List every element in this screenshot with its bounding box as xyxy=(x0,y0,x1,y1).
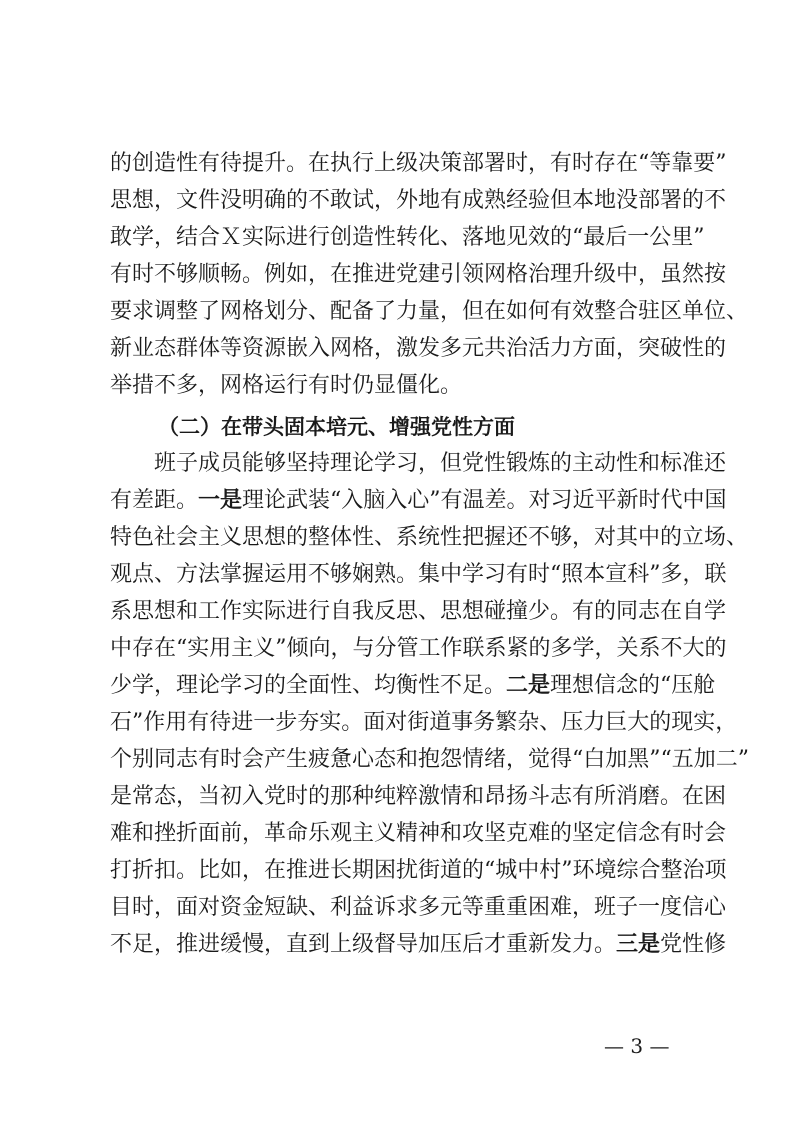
point-marker-2: 二是 xyxy=(506,673,551,698)
paragraph-line: 打折扣。比如，在推进长期困扰街道的“城中村”环境综合整治项 xyxy=(110,858,727,883)
paragraph-line: 石”作用有待进一步夯实。面对街道事务繁杂、压力巨大的现实， xyxy=(110,710,738,735)
page-number: — 3 — xyxy=(604,1034,670,1058)
paragraph-line: 个别同志有时会产生疲惫心态和抱怨情绪，觉得“白加黑”“五加二” xyxy=(110,747,749,772)
line-text: 不足，推进缓慢，直到上级督导加压后才重新发力。 xyxy=(110,932,617,957)
line-text: 党性修 xyxy=(660,932,727,957)
paragraph-line: 难和挫折面前，革命乐观主义精神和攻坚克难的坚定信念有时会 xyxy=(110,821,727,846)
line-text: 有差距。 xyxy=(110,488,199,513)
paragraph-line xyxy=(110,486,727,516)
paragraph-line: 特色社会主义思想的整体性、系统性把握还不够，对其中的立场、 xyxy=(110,525,749,550)
point-marker-1: 一是 xyxy=(198,488,243,513)
paragraph-line: 敢学，结合Ｘ实际进行创造性转化、落地见效的“最后一公里” xyxy=(110,225,705,250)
paragraph-line: 新业态群体等资源嵌入网格，激发多元共治活力方面，突破性的 xyxy=(110,336,727,361)
line-text: 理论武装“入脑入心”有温差。对习近平新时代中国 xyxy=(242,488,727,513)
paragraph-line: 目时，面对资金短缺、利益诉求多元等重重困难，班子一度信心 xyxy=(110,895,727,920)
paragraph-line xyxy=(110,930,727,960)
paragraph-line: 要求调整了网格划分、配备了力量，但在如何有效整合驻区单位、 xyxy=(110,299,749,324)
paragraph-line: 的创造性有待提升。在执行上级决策部署时，有时存在“等靠要” xyxy=(110,151,727,176)
paragraph-line: 中存在“实用主义”倾向，与分管工作联系紧的多学，关系不大的 xyxy=(110,636,727,661)
line-text: 少学，理论学习的全面性、均衡性不足。 xyxy=(110,673,507,698)
paragraph-line: 系思想和工作实际进行自我反思、思想碰撞少。有的同志在自学 xyxy=(110,599,727,624)
paragraph-line: 举措不多，网格运行有时仍显僵化。 xyxy=(110,373,463,398)
paragraph-line: 有时不够顺畅。例如，在推进党建引领网格治理升级中，虽然按 xyxy=(110,262,727,287)
line-text: 理想信念的“压舱 xyxy=(550,673,716,698)
point-marker-3: 三是 xyxy=(616,932,661,957)
paragraph-line: 是常态，当初入党时的那种纯粹激情和昂扬斗志有所消磨。在困 xyxy=(110,784,727,809)
paragraph-line: 观点、方法掌握运用不够娴熟。集中学习有时“照本宣科”多，联 xyxy=(110,562,727,587)
paragraph-line xyxy=(110,671,716,701)
paragraph-line: 思想，文件没明确的不敢试，外地有成熟经验但本地没部署的不 xyxy=(110,188,727,213)
paragraph-line: 班子成员能够坚持理论学习，但党性锻炼的主动性和标准还 xyxy=(154,451,727,476)
section-heading: （二）在带头固本培元、增强党性方面 xyxy=(158,415,515,439)
